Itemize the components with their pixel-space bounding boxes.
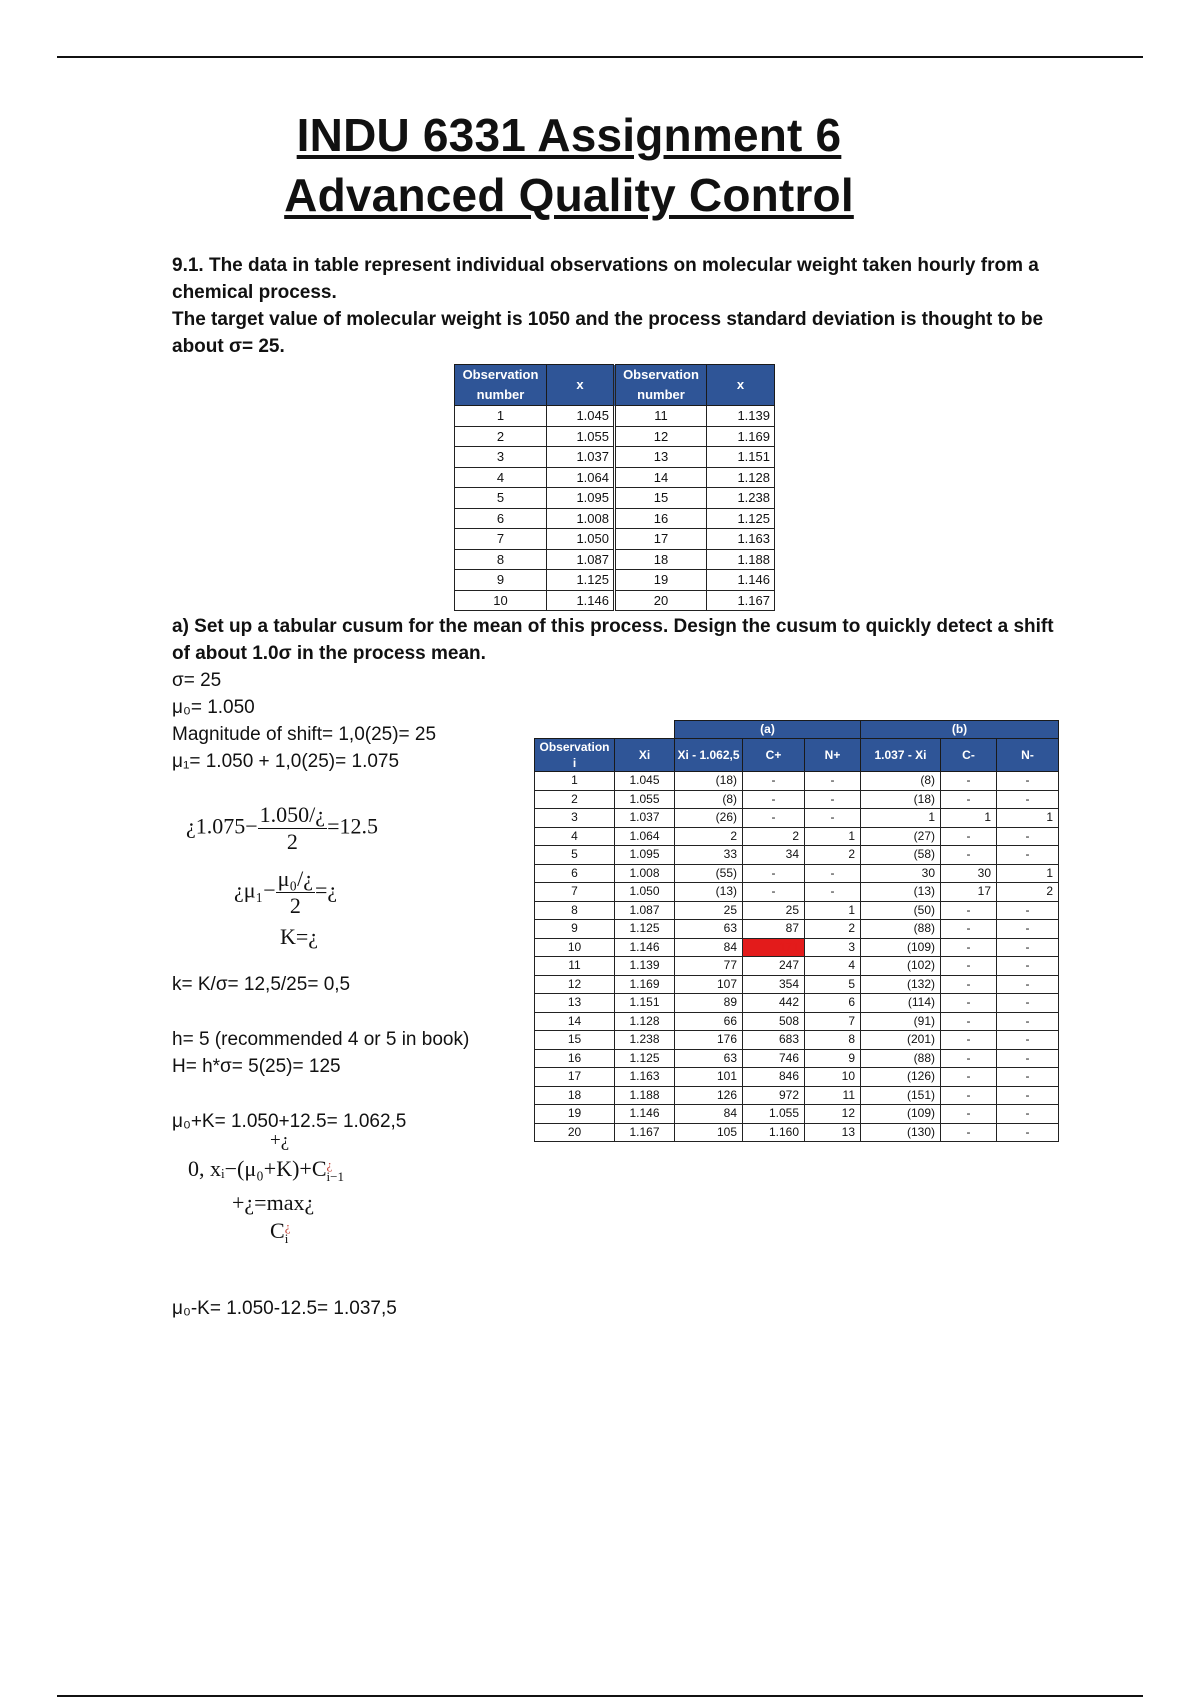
table-row bbox=[455, 426, 775, 447]
cusum-diff-upper: 89 bbox=[675, 994, 743, 1013]
cusum-cminus: - bbox=[941, 1105, 997, 1124]
top-rule bbox=[57, 56, 1143, 58]
cusum-xi: 1.095 bbox=[615, 846, 675, 865]
obs-x-left: 1.087 bbox=[547, 549, 615, 570]
question-line-1: 9.1. The data in table represent individual observations on molecular weight taken hourly from a bbox=[172, 255, 1039, 276]
eq2-denominator: 2 bbox=[289, 893, 301, 918]
cusum-cminus: 30 bbox=[941, 864, 997, 883]
obs-x-left: 1.008 bbox=[547, 508, 615, 529]
table-row bbox=[535, 772, 1059, 791]
cusum-diff-upper: (13) bbox=[675, 883, 743, 902]
cusum-nplus: 2 bbox=[805, 846, 861, 865]
cusum-nplus: 11 bbox=[805, 1086, 861, 1105]
table-row bbox=[535, 1031, 1059, 1050]
obs-x-right: 1.238 bbox=[707, 488, 775, 509]
cplus-superscript: +¿ bbox=[270, 1130, 290, 1151]
cusum-diff-upper: 84 bbox=[675, 938, 743, 957]
h-note: h= 5 (recommended 4 or 5 in book) bbox=[172, 1029, 470, 1050]
cusum-nminus: - bbox=[997, 1086, 1059, 1105]
cusum-observation: 4 bbox=[535, 827, 615, 846]
table-row bbox=[535, 920, 1059, 939]
cusum-diff-lower: (88) bbox=[861, 920, 941, 939]
cusum-nplus: 12 bbox=[805, 1105, 861, 1124]
cplus-ci bbox=[270, 1218, 290, 1245]
cusum-diff-lower: (88) bbox=[861, 1049, 941, 1068]
obs-number-right: 14 bbox=[615, 467, 707, 488]
cusum-nminus: - bbox=[997, 1123, 1059, 1142]
cusum-diff-lower: (13) bbox=[861, 883, 941, 902]
obs-x-left: 1.050 bbox=[547, 529, 615, 550]
cusum-diff-upper: 63 bbox=[675, 920, 743, 939]
table-row bbox=[535, 1012, 1059, 1031]
cusum-cplus: 683 bbox=[743, 1031, 805, 1050]
cusum-diff-lower: (132) bbox=[861, 975, 941, 994]
eq1-prefix: ¿1.075− bbox=[186, 813, 258, 839]
table-row bbox=[535, 1068, 1059, 1087]
obs-number-right: 11 bbox=[615, 406, 707, 427]
cusum-cplus: 442 bbox=[743, 994, 805, 1013]
table-row bbox=[535, 846, 1059, 865]
obs-x-right: 1.125 bbox=[707, 508, 775, 529]
cusum-diff-upper: (8) bbox=[675, 790, 743, 809]
cusum-diff-lower: (8) bbox=[861, 772, 941, 791]
cusum-diff-lower: 30 bbox=[861, 864, 941, 883]
cplus-ci-letter: C bbox=[270, 1218, 285, 1243]
cusum-observation: 1 bbox=[535, 772, 615, 791]
table-row bbox=[535, 827, 1059, 846]
cusum-xi: 1.238 bbox=[615, 1031, 675, 1050]
cusum-cminus: - bbox=[941, 938, 997, 957]
cusum-diff-upper: 101 bbox=[675, 1068, 743, 1087]
cusum-diff-upper: 66 bbox=[675, 1012, 743, 1031]
eq1-fraction bbox=[258, 802, 327, 855]
cusum-diff-lower: (109) bbox=[861, 938, 941, 957]
cusum-xi: 1.163 bbox=[615, 1068, 675, 1087]
cusum-cminus: - bbox=[941, 1012, 997, 1031]
obs-x-left: 1.125 bbox=[547, 570, 615, 591]
cusum-nminus: - bbox=[997, 846, 1059, 865]
cusum-cplus: 354 bbox=[743, 975, 805, 994]
obs-number-left: 4 bbox=[455, 467, 547, 488]
mu0-note: μ₀= 1.050 bbox=[172, 697, 255, 718]
obs-number-right: 16 bbox=[615, 508, 707, 529]
cusum-xi: 1.045 bbox=[615, 772, 675, 791]
table-row bbox=[455, 406, 775, 427]
obs-x-left: 1.064 bbox=[547, 467, 615, 488]
cusum-xi: 1.151 bbox=[615, 994, 675, 1013]
cusum-nplus: 3 bbox=[805, 938, 861, 957]
cusum-observation: 20 bbox=[535, 1123, 615, 1142]
obs-x-right: 1.188 bbox=[707, 549, 775, 570]
cusum-nminus: 1 bbox=[997, 864, 1059, 883]
cusum-cminus: - bbox=[941, 846, 997, 865]
obs-header-x-2: x bbox=[707, 365, 775, 406]
eq2-prefix: ¿μ₁− bbox=[234, 877, 276, 903]
obs-number-left: 8 bbox=[455, 549, 547, 570]
obs-number-left: 7 bbox=[455, 529, 547, 550]
cusum-observation: 10 bbox=[535, 938, 615, 957]
cusum-diff-lower: (27) bbox=[861, 827, 941, 846]
cusum-xi: 1.128 bbox=[615, 1012, 675, 1031]
cusum-xi: 1.064 bbox=[615, 827, 675, 846]
cusum-observation: 17 bbox=[535, 1068, 615, 1087]
cusum-xi: 1.055 bbox=[615, 790, 675, 809]
cusum-cplus: 34 bbox=[743, 846, 805, 865]
cusum-xi: 1.050 bbox=[615, 883, 675, 902]
cusum-cplus: - bbox=[743, 790, 805, 809]
cusum-observation: 13 bbox=[535, 994, 615, 1013]
table-row bbox=[535, 975, 1059, 994]
cusum-observation: 2 bbox=[535, 790, 615, 809]
obs-number-left: 1 bbox=[455, 406, 547, 427]
cusum-header-diff-upper: Xi - 1.062,5 bbox=[675, 739, 743, 772]
cusum-diff-upper: 2 bbox=[675, 827, 743, 846]
cusum-cminus: - bbox=[941, 1086, 997, 1105]
cplus-expression-main: 0, xᵢ−(μ₀+K)+C bbox=[188, 1156, 327, 1181]
table-row bbox=[535, 994, 1059, 1013]
cusum-xi: 1.125 bbox=[615, 1049, 675, 1068]
cplus-index-sub: i−1 bbox=[326, 1168, 344, 1184]
obs-number-right: 12 bbox=[615, 426, 707, 447]
cusum-nplus: 5 bbox=[805, 975, 861, 994]
equation-k-label: K=¿ bbox=[280, 924, 319, 949]
cusum-nplus: 13 bbox=[805, 1123, 861, 1142]
cplus-ci-sub: i bbox=[284, 1230, 289, 1246]
cusum-cminus: - bbox=[941, 1123, 997, 1142]
cusum-xi: 1.169 bbox=[615, 975, 675, 994]
shift-note: Magnitude of shift= 1,0(25)= 25 bbox=[172, 724, 437, 745]
cusum-cminus: - bbox=[941, 975, 997, 994]
question-line-3: The target value of molecular weight is 1050 and the process standard deviation is thought to be bbox=[172, 309, 1044, 330]
cusum-diff-lower: (18) bbox=[861, 790, 941, 809]
obs-x-right: 1.167 bbox=[707, 590, 775, 611]
cusum-nminus: - bbox=[997, 1012, 1059, 1031]
table-row bbox=[455, 467, 775, 488]
cusum-diff-upper: 107 bbox=[675, 975, 743, 994]
cusum-nplus: - bbox=[805, 772, 861, 791]
obs-number-left: 6 bbox=[455, 508, 547, 529]
cusum-nplus: - bbox=[805, 809, 861, 828]
obs-x-left: 1.037 bbox=[547, 447, 615, 468]
cusum-xi: 1.125 bbox=[615, 920, 675, 939]
obs-header-number-1: Observation number bbox=[455, 365, 547, 406]
cusum-nminus: - bbox=[997, 1049, 1059, 1068]
obs-number-left: 3 bbox=[455, 447, 547, 468]
part-a-line-2: of about 1.0σ in the process mean. bbox=[172, 643, 486, 664]
cusum-header-cplus: C+ bbox=[743, 739, 805, 772]
equation-k-numeric bbox=[186, 802, 378, 855]
cplus-index bbox=[326, 1156, 344, 1184]
equation-k-symbolic bbox=[234, 866, 337, 919]
obs-number-left: 10 bbox=[455, 590, 547, 611]
cplus-ci-sup: ¿ bbox=[284, 1218, 291, 1234]
eq1-denominator: 2 bbox=[286, 829, 298, 854]
table-row bbox=[455, 549, 775, 570]
obs-number-right: 19 bbox=[615, 570, 707, 591]
cusum-diff-upper: 105 bbox=[675, 1123, 743, 1142]
cusum-diff-lower: (201) bbox=[861, 1031, 941, 1050]
cusum-observation: 7 bbox=[535, 883, 615, 902]
cusum-cplus: 746 bbox=[743, 1049, 805, 1068]
cusum-xi: 1.167 bbox=[615, 1123, 675, 1142]
table-row bbox=[455, 447, 775, 468]
cusum-diff-lower: 1 bbox=[861, 809, 941, 828]
cusum-nminus: - bbox=[997, 994, 1059, 1013]
cusum-observation: 5 bbox=[535, 846, 615, 865]
table-row bbox=[455, 570, 775, 591]
cusum-cminus: - bbox=[941, 1068, 997, 1087]
obs-number-left: 5 bbox=[455, 488, 547, 509]
cusum-table bbox=[534, 720, 1059, 1142]
cusum-diff-upper: 25 bbox=[675, 901, 743, 920]
cusum-nplus: - bbox=[805, 864, 861, 883]
cusum-observation: 11 bbox=[535, 957, 615, 976]
cusum-diff-lower: (126) bbox=[861, 1068, 941, 1087]
cusum-observation: 8 bbox=[535, 901, 615, 920]
obs-number-right: 15 bbox=[615, 488, 707, 509]
cusum-nplus: - bbox=[805, 790, 861, 809]
cusum-group-spacer bbox=[615, 721, 675, 739]
cusum-cminus: - bbox=[941, 827, 997, 846]
cusum-nminus: - bbox=[997, 920, 1059, 939]
cusum-diff-upper: 176 bbox=[675, 1031, 743, 1050]
cusum-cminus: - bbox=[941, 994, 997, 1013]
cusum-diff-lower: (114) bbox=[861, 994, 941, 1013]
obs-x-right: 1.146 bbox=[707, 570, 775, 591]
cusum-cplus: 87 bbox=[743, 920, 805, 939]
obs-x-right: 1.128 bbox=[707, 467, 775, 488]
cusum-xi: 1.146 bbox=[615, 938, 675, 957]
cusum-diff-upper: 63 bbox=[675, 1049, 743, 1068]
cusum-nplus: 1 bbox=[805, 827, 861, 846]
cplus-ci-index bbox=[284, 1218, 291, 1246]
cusum-header-nminus: N- bbox=[997, 739, 1059, 772]
observation-table-body bbox=[455, 406, 775, 611]
cusum-observation: 19 bbox=[535, 1105, 615, 1124]
cusum-diff-upper: (18) bbox=[675, 772, 743, 791]
cusum-cminus: 17 bbox=[941, 883, 997, 902]
cusum-nminus: - bbox=[997, 975, 1059, 994]
cusum-nminus: - bbox=[997, 790, 1059, 809]
cusum-nminus: - bbox=[997, 957, 1059, 976]
cusum-diff-lower: (102) bbox=[861, 957, 941, 976]
obs-x-right: 1.139 bbox=[707, 406, 775, 427]
cusum-xi: 1.139 bbox=[615, 957, 675, 976]
cplus-expression bbox=[188, 1156, 344, 1183]
obs-number-left: 9 bbox=[455, 570, 547, 591]
obs-number-right: 17 bbox=[615, 529, 707, 550]
cusum-nminus: - bbox=[997, 827, 1059, 846]
cplus-max: +¿=max¿ bbox=[232, 1190, 315, 1215]
obs-number-left: 2 bbox=[455, 426, 547, 447]
cusum-nplus: 10 bbox=[805, 1068, 861, 1087]
obs-x-right: 1.169 bbox=[707, 426, 775, 447]
cusum-nminus: - bbox=[997, 901, 1059, 920]
eq1-numerator: 1.050/¿ bbox=[259, 802, 326, 827]
table-row bbox=[535, 938, 1059, 957]
k-note: k= K/σ= 12,5/25= 0,5 bbox=[172, 974, 351, 995]
cusum-nplus: 6 bbox=[805, 994, 861, 1013]
cusum-diff-lower: (109) bbox=[861, 1105, 941, 1124]
table-row bbox=[535, 883, 1059, 902]
cusum-nminus: - bbox=[997, 1068, 1059, 1087]
upper-reference-note: μ₀+K= 1.050+12.5= 1.062,5 bbox=[172, 1111, 407, 1132]
cusum-diff-upper: (26) bbox=[675, 809, 743, 828]
obs-number-right: 13 bbox=[615, 447, 707, 468]
cusum-group-spacer bbox=[535, 721, 615, 739]
table-row bbox=[535, 1105, 1059, 1124]
cusum-nminus: - bbox=[997, 938, 1059, 957]
cusum-observation: 9 bbox=[535, 920, 615, 939]
eq2-numerator: μ₀/¿ bbox=[277, 866, 313, 891]
cusum-header-diff-lower: 1.037 - Xi bbox=[861, 739, 941, 772]
table-row bbox=[535, 809, 1059, 828]
table-row bbox=[535, 901, 1059, 920]
cusum-cminus: - bbox=[941, 901, 997, 920]
cusum-nminus: - bbox=[997, 1031, 1059, 1050]
cusum-diff-upper: 77 bbox=[675, 957, 743, 976]
cusum-cplus: - bbox=[743, 772, 805, 791]
table-row bbox=[535, 864, 1059, 883]
cusum-observation: 12 bbox=[535, 975, 615, 994]
cusum-cplus: 508 bbox=[743, 1012, 805, 1031]
cusum-cplus: 25 bbox=[743, 901, 805, 920]
eq2-fraction bbox=[276, 866, 315, 919]
cusum-cminus: - bbox=[941, 790, 997, 809]
page-subtitle: Advanced Quality Control bbox=[284, 169, 854, 221]
cusum-observation: 18 bbox=[535, 1086, 615, 1105]
cusum-cplus: - bbox=[743, 809, 805, 828]
cusum-diff-lower: (151) bbox=[861, 1086, 941, 1105]
page-title: INDU 6331 Assignment 6 bbox=[296, 109, 842, 161]
cusum-observation: 16 bbox=[535, 1049, 615, 1068]
cusum-observation: 6 bbox=[535, 864, 615, 883]
cusum-cplus: 171 bbox=[743, 938, 805, 957]
table-row bbox=[455, 508, 775, 529]
cusum-group-a: (a) bbox=[675, 721, 861, 739]
cusum-nplus: 1 bbox=[805, 901, 861, 920]
eq1-result: =12.5 bbox=[327, 813, 378, 839]
cusum-xi: 1.188 bbox=[615, 1086, 675, 1105]
cusum-diff-upper: 33 bbox=[675, 846, 743, 865]
cusum-nminus: 1 bbox=[997, 809, 1059, 828]
cusum-nplus: 8 bbox=[805, 1031, 861, 1050]
cusum-diff-lower: (50) bbox=[861, 901, 941, 920]
table-row bbox=[535, 1049, 1059, 1068]
obs-x-left: 1.095 bbox=[547, 488, 615, 509]
cusum-xi: 1.087 bbox=[615, 901, 675, 920]
cusum-cplus: - bbox=[743, 883, 805, 902]
cusum-nplus: 7 bbox=[805, 1012, 861, 1031]
cusum-header-observation: Observation i bbox=[535, 739, 615, 772]
cusum-cminus: - bbox=[941, 1031, 997, 1050]
table-row bbox=[535, 1123, 1059, 1142]
bottom-rule bbox=[57, 1695, 1143, 1697]
cusum-table-body bbox=[535, 772, 1059, 1142]
cusum-header-nplus: N+ bbox=[805, 739, 861, 772]
obs-x-left: 1.045 bbox=[547, 406, 615, 427]
cusum-diff-upper: (55) bbox=[675, 864, 743, 883]
cusum-nminus: - bbox=[997, 772, 1059, 791]
observation-table bbox=[454, 364, 775, 611]
obs-number-right: 18 bbox=[615, 549, 707, 570]
cusum-header-cminus: C- bbox=[941, 739, 997, 772]
cusum-cplus: 972 bbox=[743, 1086, 805, 1105]
cusum-cplus: 1.160 bbox=[743, 1123, 805, 1142]
obs-x-right: 1.163 bbox=[707, 529, 775, 550]
cusum-observation: 3 bbox=[535, 809, 615, 828]
obs-number-right: 20 bbox=[615, 590, 707, 611]
cusum-cminus: - bbox=[941, 1049, 997, 1068]
cusum-group-b: (b) bbox=[861, 721, 1059, 739]
cusum-observation: 15 bbox=[535, 1031, 615, 1050]
table-row bbox=[535, 790, 1059, 809]
lower-reference-note: μ₀-K= 1.050-12.5= 1.037,5 bbox=[172, 1298, 397, 1319]
cusum-nminus: - bbox=[997, 1105, 1059, 1124]
obs-x-left: 1.055 bbox=[547, 426, 615, 447]
table-row bbox=[455, 590, 775, 611]
cusum-xi: 1.037 bbox=[615, 809, 675, 828]
cusum-cminus: - bbox=[941, 957, 997, 976]
cusum-diff-upper: 126 bbox=[675, 1086, 743, 1105]
cusum-cminus: - bbox=[941, 920, 997, 939]
cusum-diff-lower: (130) bbox=[861, 1123, 941, 1142]
cusum-cplus: 2 bbox=[743, 827, 805, 846]
cusum-nminus: 2 bbox=[997, 883, 1059, 902]
cusum-nplus: - bbox=[805, 883, 861, 902]
cusum-cminus: - bbox=[941, 772, 997, 791]
cusum-xi: 1.146 bbox=[615, 1105, 675, 1124]
cusum-header-xi: Xi bbox=[615, 739, 675, 772]
obs-header-x-1: x bbox=[547, 365, 615, 406]
table-row bbox=[455, 529, 775, 550]
table-row bbox=[455, 488, 775, 509]
cusum-cplus: 1.055 bbox=[743, 1105, 805, 1124]
H-note: H= h*σ= 5(25)= 125 bbox=[172, 1056, 341, 1077]
cusum-nplus: 9 bbox=[805, 1049, 861, 1068]
cusum-cplus: 247 bbox=[743, 957, 805, 976]
cusum-observation: 14 bbox=[535, 1012, 615, 1031]
table-row bbox=[535, 957, 1059, 976]
mu1-note: μ₁= 1.050 + 1,0(25)= 1.075 bbox=[172, 751, 400, 772]
obs-x-left: 1.146 bbox=[547, 590, 615, 611]
cusum-diff-lower: (58) bbox=[861, 846, 941, 865]
cusum-diff-lower: (91) bbox=[861, 1012, 941, 1031]
cusum-diff-upper: 84 bbox=[675, 1105, 743, 1124]
cusum-cminus: 1 bbox=[941, 809, 997, 828]
part-a-line-1: a) Set up a tabular cusum for the mean of this process. Design the cusum to quickly detect a shift bbox=[172, 616, 1054, 637]
obs-x-right: 1.151 bbox=[707, 447, 775, 468]
question-line-4: about σ= 25. bbox=[172, 336, 285, 357]
cusum-cplus: 846 bbox=[743, 1068, 805, 1087]
table-row bbox=[535, 1086, 1059, 1105]
cusum-nplus: 4 bbox=[805, 957, 861, 976]
obs-header-number-2: Observation number bbox=[615, 365, 707, 406]
sigma-note: σ= 25 bbox=[172, 670, 222, 691]
question-line-2: chemical process. bbox=[172, 282, 337, 303]
cusum-xi: 1.008 bbox=[615, 864, 675, 883]
cusum-cplus: - bbox=[743, 864, 805, 883]
eq2-result: =¿ bbox=[314, 877, 338, 903]
cusum-nplus: 2 bbox=[805, 920, 861, 939]
cplus-index-sup: ¿ bbox=[326, 1156, 333, 1172]
